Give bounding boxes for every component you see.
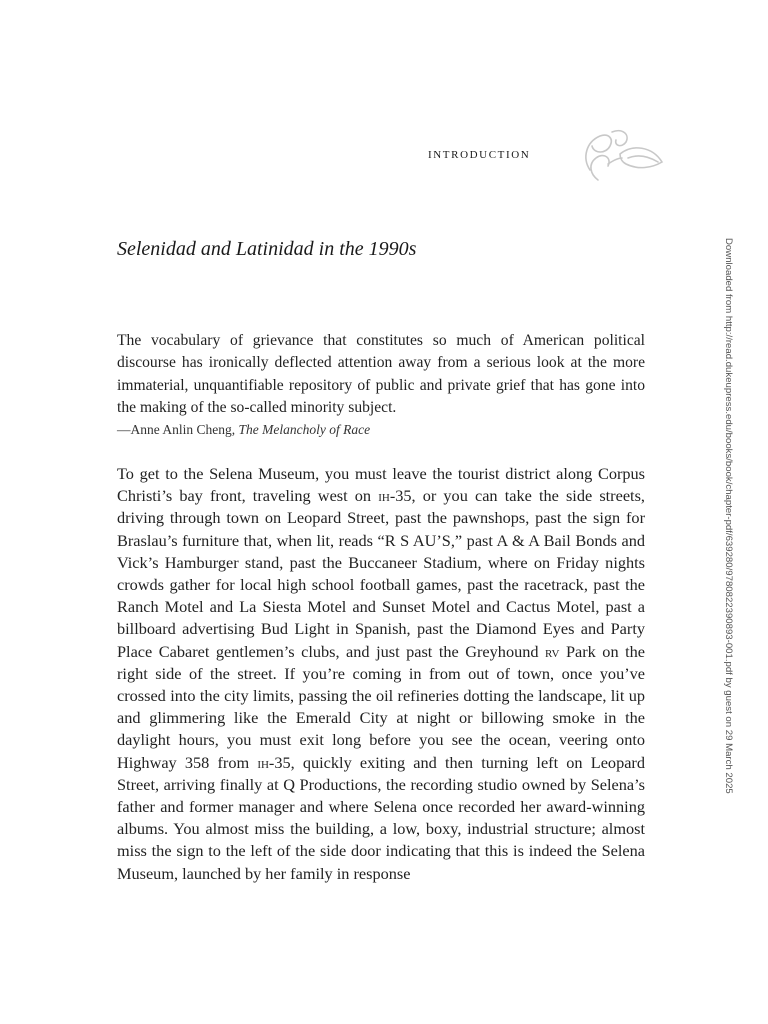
floral-ornament-icon: [578, 124, 670, 186]
highway-abbrev: ih: [378, 486, 390, 506]
attribution-author: —Anne Anlin Cheng,: [117, 422, 239, 437]
epigraph-quote: The vocabulary of grievance that constitutes so much of American political discourse has ironically deflected attention away from a serious look at the more immaterial, unquantifiable repository of public and private grief that has gone into the making of the so-called minority subject.: [117, 332, 645, 416]
chapter-title: Selenidad and Latinidad in the 1990s: [117, 238, 417, 260]
highway-abbrev: ih: [257, 752, 269, 772]
body-text-run: To get to the Selena Museum, you must leave the tourist district along Corpus Christi’s bay front, traveling west on: [117, 464, 645, 506]
download-note: Downloaded from http://read.dukeupress.edu/books/book/chapter-pdf/639280/9780822390893-001.pdf by guest on 29 March 2025: [723, 238, 734, 794]
body-paragraph: [117, 463, 645, 885]
attribution-work: The Melancholy of Race: [238, 422, 371, 437]
epigraph-attribution: [117, 422, 370, 438]
body-text-run: -35, or you can take the side streets, driving through town on Leopard Street, past the pawnshops, past the sign for Braslau’s furniture that, when lit, reads “R S AU’S,” past A & A Bail Bonds and Vick’s Hamburger stand, past the Buccaneer Stadium, where on Friday nights crowds gather for local high school football games, past the racetrack, past the Ranch Motel and La Siesta Motel and Sunset Motel and Cactus Motel, past a billboard advertising Bud Light in Spanish, past the Diamond Eyes and Party Place Cabaret gentlemen’s clubs, and just past the Greyhound: [117, 486, 645, 661]
body-text-run: -35, quickly exiting and then turning left on Leopard Street, arriving finally at Q Productions, the recording studio owned by Selena’s father and former manager and where Selena once recorded her award-winning albums. You almost miss the building, a low, boxy, industrial structure; almost miss the sign to the left of the side door indicating that this is indeed the Selena Museum, launched by her family in response: [117, 752, 645, 883]
rv-abbrev: rv: [545, 641, 560, 661]
chapter-label: introduction: [428, 146, 531, 162]
body-text-run: Park on the right side of the street. If you’re coming in from out of town, once you’ve crossed into the city limits, passing the oil refineries dotting the landscape, lit up and glimmering like the Emerald City at night or billowing smoke in the daylight hours, you must exit long before you see the ocean, veering onto Highway 358 from: [117, 641, 645, 772]
